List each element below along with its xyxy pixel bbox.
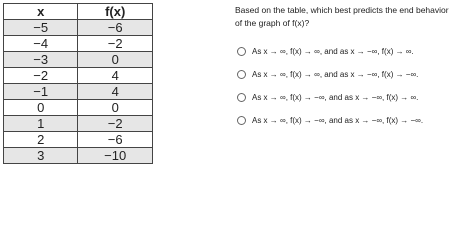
question-text-line-1: Based on the table, which best predicts the end behavior bbox=[235, 5, 449, 15]
answer-option-label: As x → ∞, f(x) → ∞, and as x → −∞, f(x) → −∞. bbox=[252, 70, 419, 79]
cell-x: 0 bbox=[4, 100, 78, 116]
cell-fx: −6 bbox=[78, 20, 153, 36]
answer-option-label: As x → ∞, f(x) → ∞, and as x → −∞, f(x) → ∞. bbox=[252, 47, 414, 56]
question-prompt bbox=[235, 4, 455, 30]
table-header-row bbox=[4, 4, 153, 20]
function-table-container bbox=[3, 3, 153, 164]
table-row bbox=[4, 20, 153, 36]
cell-x: 3 bbox=[4, 148, 78, 164]
table-row bbox=[4, 100, 153, 116]
cell-x: 1 bbox=[4, 116, 78, 132]
cell-fx: −2 bbox=[78, 36, 153, 52]
table-row bbox=[4, 132, 153, 148]
table-row bbox=[4, 52, 153, 68]
table-row bbox=[4, 84, 153, 100]
cell-fx: −2 bbox=[78, 116, 153, 132]
radio-button-icon[interactable] bbox=[237, 70, 246, 79]
table-row bbox=[4, 116, 153, 132]
radio-button-icon[interactable] bbox=[237, 47, 246, 56]
cell-fx: 4 bbox=[78, 68, 153, 84]
cell-x: −4 bbox=[4, 36, 78, 52]
column-header-x: x bbox=[4, 4, 78, 20]
cell-fx: 0 bbox=[78, 100, 153, 116]
cell-fx: −6 bbox=[78, 132, 153, 148]
answer-option-1[interactable] bbox=[237, 46, 423, 57]
answer-option-4[interactable] bbox=[237, 115, 423, 126]
answer-options bbox=[237, 46, 423, 138]
cell-x: 2 bbox=[4, 132, 78, 148]
answer-option-2[interactable] bbox=[237, 69, 423, 80]
table-row bbox=[4, 36, 153, 52]
cell-x: −5 bbox=[4, 20, 78, 36]
column-header-fx: f(x) bbox=[78, 4, 153, 20]
table-row bbox=[4, 148, 153, 164]
cell-fx: 0 bbox=[78, 52, 153, 68]
cell-x: −2 bbox=[4, 68, 78, 84]
question-text-line-2: of the graph of f(x)? bbox=[235, 18, 310, 28]
cell-fx: 4 bbox=[78, 84, 153, 100]
function-table bbox=[3, 3, 153, 164]
table-row bbox=[4, 68, 153, 84]
cell-x: −3 bbox=[4, 52, 78, 68]
answer-option-label: As x → ∞, f(x) → −∞, and as x → −∞, f(x) → ∞. bbox=[252, 93, 419, 102]
cell-fx: −10 bbox=[78, 148, 153, 164]
cell-x: −1 bbox=[4, 84, 78, 100]
answer-option-label: As x → ∞, f(x) → −∞, and as x → −∞, f(x) → −∞. bbox=[252, 116, 424, 125]
radio-button-icon[interactable] bbox=[237, 116, 246, 125]
answer-option-3[interactable] bbox=[237, 92, 423, 103]
radio-button-icon[interactable] bbox=[237, 93, 246, 102]
